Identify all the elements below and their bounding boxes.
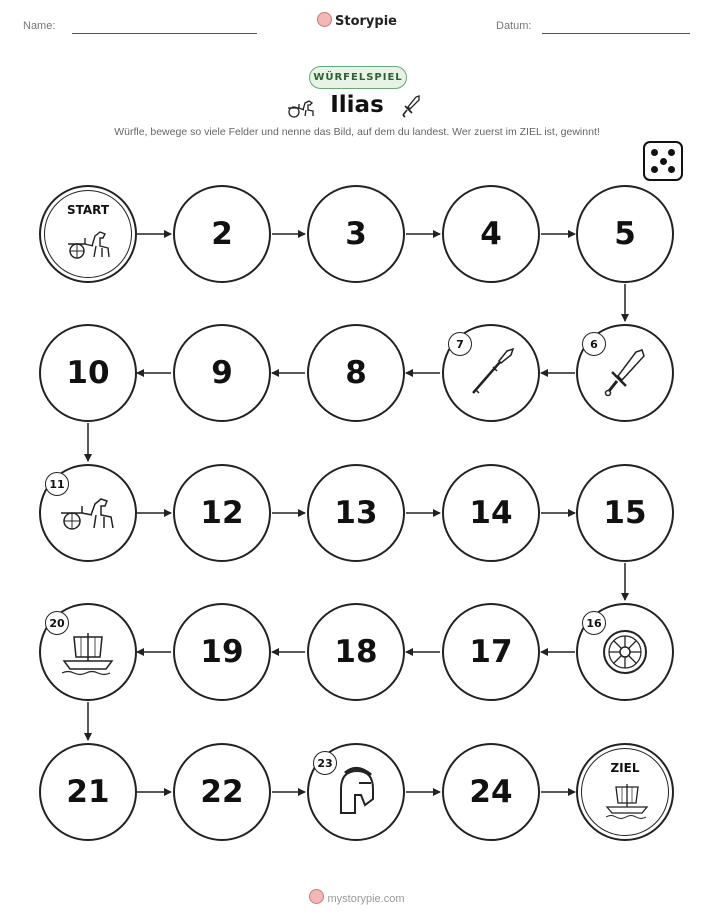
footer [0, 889, 714, 905]
page-title: Ilias [330, 92, 384, 118]
sword-icon [600, 346, 650, 400]
space-number: 5 [614, 216, 636, 252]
space-number-badge: 16 [582, 611, 606, 635]
space-number-badge: 7 [448, 332, 472, 356]
space-number: 10 [66, 355, 110, 391]
board-space-9 [173, 324, 271, 422]
space-number: 18 [334, 634, 378, 670]
board-space-21 [39, 743, 137, 841]
brand-name: Storypie [335, 14, 397, 29]
spear-icon [463, 345, 519, 401]
board-space-7 [442, 324, 540, 422]
space-number-badge: 11 [45, 472, 69, 496]
space-number: 3 [345, 216, 367, 252]
board-space-15 [576, 464, 674, 562]
ship-icon [603, 781, 651, 821]
board-space-3 [307, 185, 405, 283]
ship-icon [58, 627, 118, 677]
chariot-icon [57, 493, 119, 533]
pig-icon [309, 889, 324, 904]
board-space-5 [576, 185, 674, 283]
date-label: Datum: [496, 20, 532, 32]
chariot-icon [65, 227, 113, 261]
board-space-11 [39, 464, 137, 562]
board-space-2 [173, 185, 271, 283]
board-space-10 [39, 324, 137, 422]
footer-url[interactable]: mystorypie.com [327, 893, 405, 905]
board-space-17 [442, 603, 540, 701]
space-number: 9 [211, 355, 233, 391]
space-number-badge: 6 [582, 332, 606, 356]
board-space-22 [173, 743, 271, 841]
start-space [39, 185, 137, 283]
board-space-16 [576, 603, 674, 701]
board-space-13 [307, 464, 405, 562]
board-space-12 [173, 464, 271, 562]
board-space-18 [307, 603, 405, 701]
board-space-20 [39, 603, 137, 701]
space-number: 22 [200, 774, 244, 810]
shield-icon [600, 627, 650, 677]
board-space-23 [307, 743, 405, 841]
instructions: Würfle, bewege so viele Felder und nenne das Bild, auf dem du landest. Wer zuerst im ZIEL ist, gewinnt! [114, 126, 600, 138]
space-number: 24 [469, 774, 513, 810]
space-number: 12 [200, 495, 244, 531]
helmet-icon [331, 765, 381, 819]
space-number: 2 [211, 216, 233, 252]
space-number: 4 [480, 216, 502, 252]
space-number: 14 [469, 495, 513, 531]
board-space-4 [442, 185, 540, 283]
board-space-6 [576, 324, 674, 422]
board-space-24 [442, 743, 540, 841]
board-space-14 [442, 464, 540, 562]
board-space-19 [173, 603, 271, 701]
space-number: 15 [603, 495, 647, 531]
goal-label: ZIEL [610, 761, 640, 775]
goal-space [576, 743, 674, 841]
name-label: Name: [23, 20, 56, 32]
space-number: 17 [469, 634, 513, 670]
space-number: 19 [200, 634, 244, 670]
space-number: 8 [345, 355, 367, 391]
space-number: 13 [334, 495, 378, 531]
game-type-badge: WÜRFELSPIEL [309, 66, 407, 89]
start-label: START [66, 203, 110, 217]
board-space-8 [307, 324, 405, 422]
space-number-badge: 20 [45, 611, 69, 635]
space-number: 21 [66, 774, 110, 810]
space-number-badge: 23 [313, 751, 337, 775]
